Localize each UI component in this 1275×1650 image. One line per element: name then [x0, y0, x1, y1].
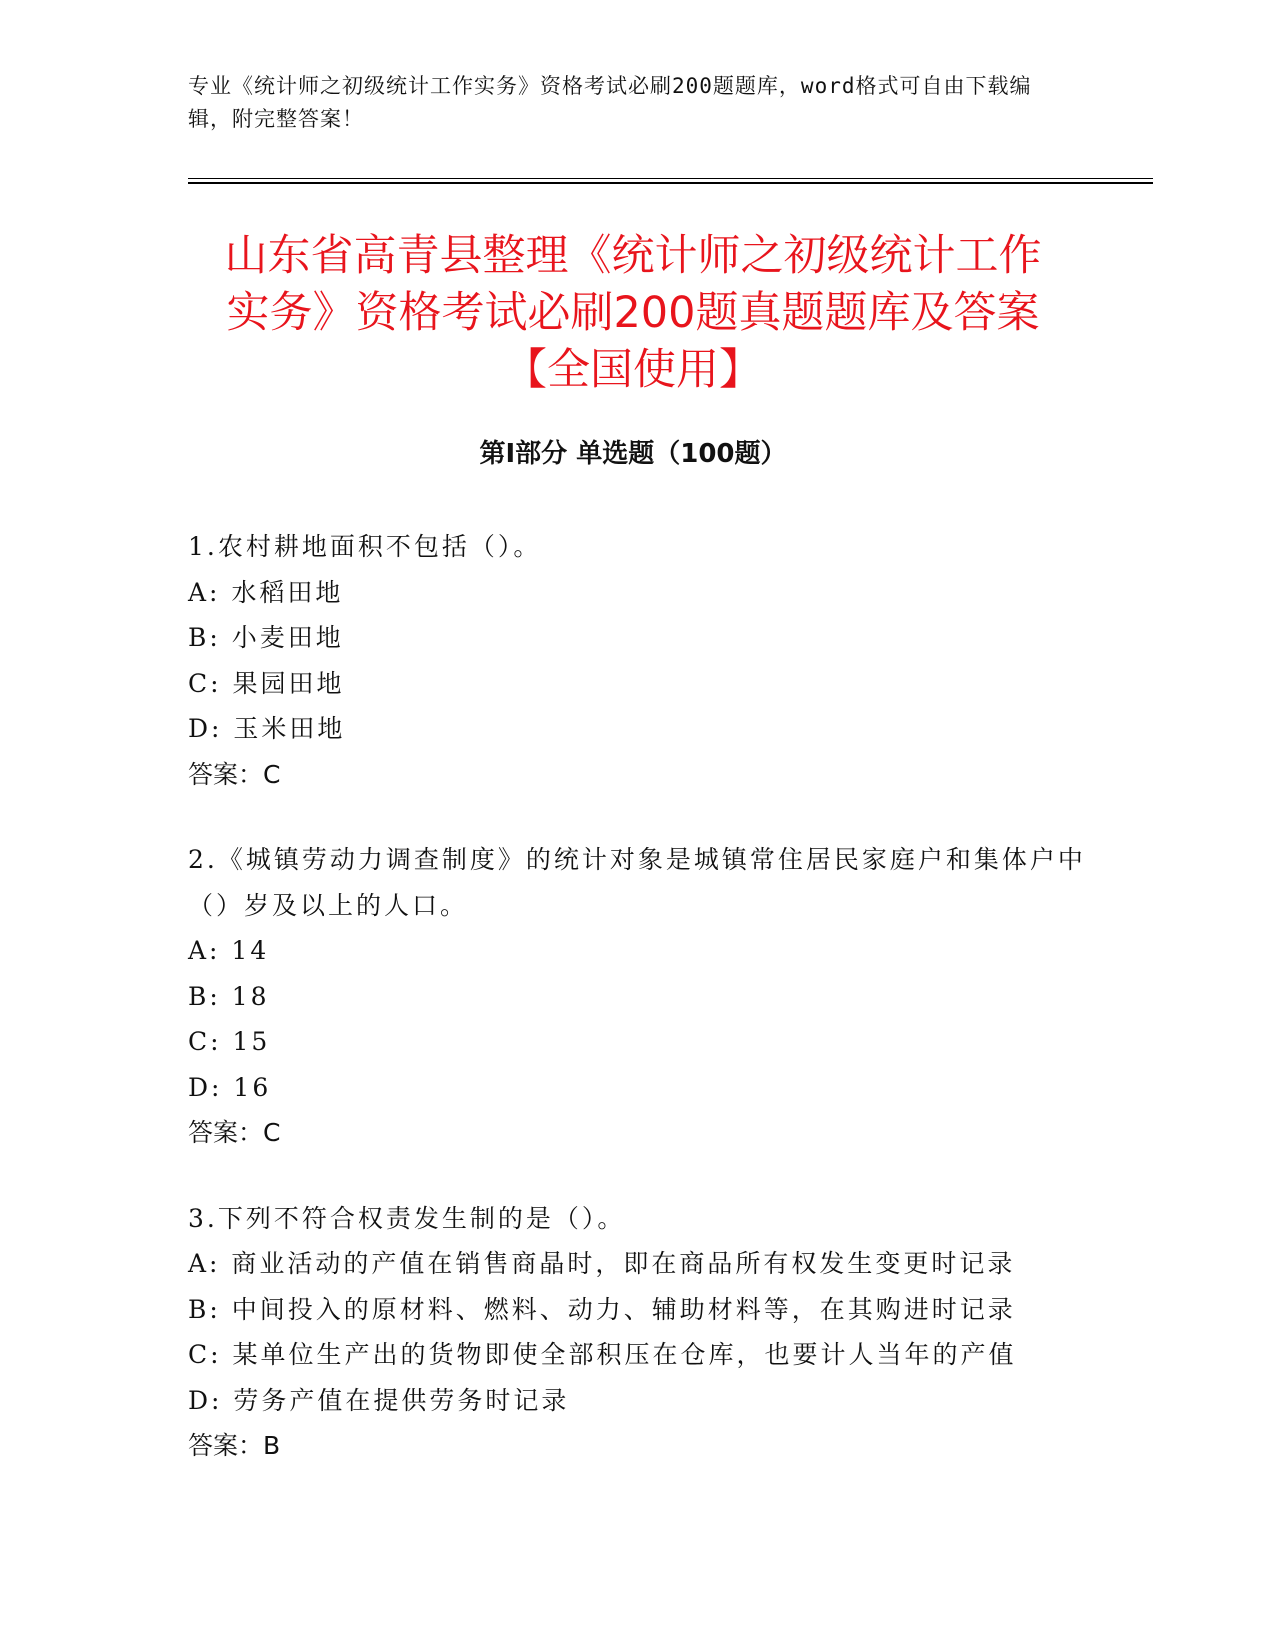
option-b: B: 中间投入的原材料、燃料、动力、辅助材料等，在其购进时记录 [188, 1294, 1016, 1324]
header-divider-thin [188, 178, 1153, 179]
option-a: A: 商业活动的产值在销售商晶时，即在商品所有权发生变更时记录 [188, 1249, 1016, 1278]
title-line-3: 【全国使用】 [504, 345, 762, 395]
option-a: A: 14 [188, 936, 270, 965]
option-c: C: 某单位生产出的货物即使全部积压在仓库，也要计人当年的产值 [188, 1340, 1017, 1369]
question-stem: 2.《城镇劳动力调查制度》的统计对象是城镇常住居民家庭户和集体户中（）岁及以上的人口。 [188, 845, 1086, 920]
question-list [188, 524, 1088, 1509]
section-heading: 第I部分 单选题（100题） [479, 439, 787, 469]
answer-line: 答案：B [188, 1431, 281, 1460]
answer-line: 答案：C [188, 1118, 281, 1147]
option-a: A: 水稻田地 [188, 577, 344, 607]
question-stem: 1.农村耕地面积不包括（）。 [188, 532, 542, 561]
document-title [188, 228, 1078, 399]
option-b: B: 18 [188, 981, 270, 1011]
title-line-2: 实务》资格考试必刷200题真题题库及答案 [226, 288, 1040, 338]
question-3 [188, 1196, 1088, 1469]
question-1 [188, 524, 1088, 797]
answer-line: 答案：C [188, 759, 281, 789]
question-2 [188, 837, 1088, 1156]
option-d: D: 劳务产值在提供劳务时记录 [188, 1385, 570, 1415]
option-c: C: 果园田地 [188, 668, 345, 698]
option-c: C: 15 [188, 1027, 271, 1056]
question-stem: 3.下列不符合权责发生制的是（）。 [188, 1203, 626, 1233]
title-line-1: 山东省高青县整理《统计师之初级统计工作 [224, 231, 1042, 281]
option-b: B: 小麦田地 [188, 623, 344, 652]
header-divider-thick [188, 182, 1153, 184]
option-d: D: 玉米田地 [188, 714, 346, 743]
header-note: 专业《统计师之初级统计工作实务》资格考试必刷200题题库，word格式可自由下载编辑，附完整答案！ [188, 74, 1032, 131]
option-d: D: 16 [188, 1072, 272, 1102]
